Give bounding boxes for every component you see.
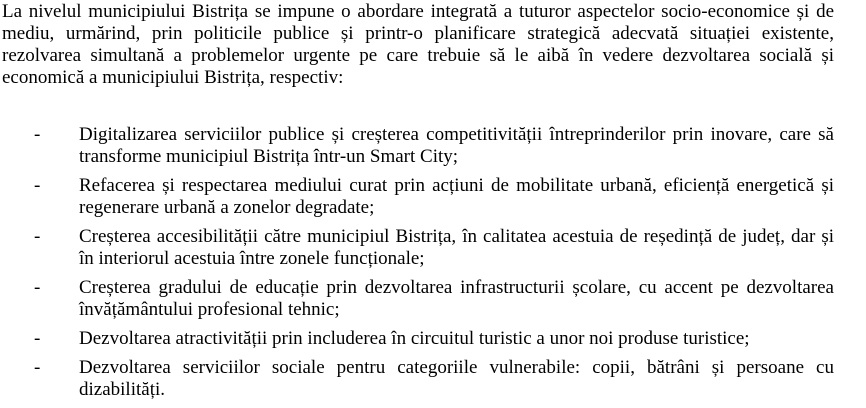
list-item-text: Creșterea gradului de educație prin dezvoltarea infrastructurii școlare, cu accent pe dezvoltarea învățământului profesional tehnic; bbox=[79, 277, 834, 320]
list-item bbox=[0, 328, 834, 350]
bullet-dash: - bbox=[34, 226, 41, 247]
list-item bbox=[0, 124, 834, 168]
bullet-dash: - bbox=[34, 277, 41, 298]
objectives-list bbox=[0, 124, 834, 408]
list-item bbox=[0, 175, 834, 219]
list-item-text: Refacerea și respectarea mediului curat prin acțiuni de mobilitate urbană, eficiență energetică și regenerare urbană a zonelor degradate; bbox=[79, 175, 834, 218]
list-item bbox=[0, 277, 834, 321]
list-item-text: Creșterea accesibilității către municipiul Bistrița, în calitatea acestuia de reședință de județ, dar și în interiorul acestuia între zonele funcționale; bbox=[79, 226, 834, 269]
list-item bbox=[0, 357, 834, 401]
intro-paragraph: La nivelul municipiului Bistrița se impune o abordare integrată a tuturor aspectelor socio-economice și de mediu, urmărind, prin politicile publice și printr-o planificare strategică adecvată situației existente, rezolvarea simultană a problemelor urgente pe care trebuie să le aibă în vedere dezvoltarea socială și economică a municipiului Bistrița, respectiv: bbox=[2, 1, 834, 88]
list-item-text: Dezvoltarea serviciilor sociale pentru categoriile vulnerabile: copii, bătrâni și persoane cu dizabilități. bbox=[79, 357, 834, 400]
bullet-dash: - bbox=[34, 124, 41, 145]
bullet-dash: - bbox=[34, 175, 41, 196]
list-item bbox=[0, 226, 834, 270]
list-item-text: Dezvoltarea atractivității prin includerea în circuitul turistic a unor noi produse turistice; bbox=[79, 328, 750, 349]
bullet-dash: - bbox=[34, 357, 41, 378]
bullet-dash: - bbox=[34, 328, 41, 349]
list-item-text: Digitalizarea serviciilor publice și creșterea competitivității întreprinderilor prin inovare, care să transforme municipiul Bistrița într-un Smart City; bbox=[79, 124, 834, 167]
